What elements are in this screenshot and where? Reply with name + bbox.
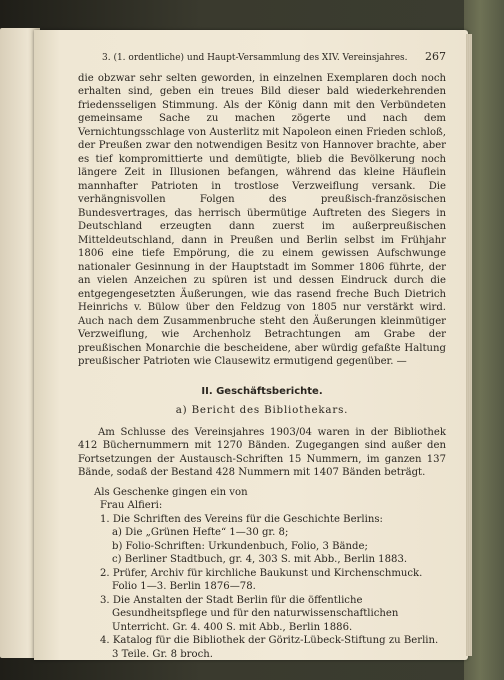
list-subitem: b) Folio-Schriften: Urkundenbuch, Folio, 3 Bände;	[112, 540, 368, 552]
page-stack-edge	[466, 34, 472, 656]
list-item: 1. Die Schriften des Vereins für die Geschichte Berlins:	[100, 513, 383, 525]
running-title: 3. (1. ordentliche) und Haupt-Versammlung des XIV. Vereinsjahres.	[102, 53, 408, 63]
list-subitem: a) Die „Grünen Hefte“ 1—30 gr. 8;	[112, 527, 289, 538]
subsection-heading: a) Bericht des Bibliothekars.	[175, 404, 349, 416]
page-number: 267	[425, 50, 446, 63]
list-item: 3. Die Anstalten der Stadt Berlin für die öffentliche Gesundheitspflege und für den naturwissenschaftlichen Unterricht. Gr. 4. 400 S. mit Abb., Berlin 1886.	[100, 594, 399, 633]
list-item: 2. Prüfer, Archiv für kirchliche Baukunst und Kirchenschmuck. Folio 1—3. Berlin 1876—78.	[100, 567, 423, 592]
running-head	[78, 50, 446, 66]
body-paragraph-1: die obzwar sehr selten geworden, in einzelnen Exemplaren doch noch erhalten sind, geben ein treues Bild dieser bald wiederkehrenden friedensseligen Stimmung. Als der König dann mit den Verbündeten gemeinsame Sache zu machen zögerte und nach dem Vernichtungsschlage von Austerlitz mit Napoleon einen Frieden schloß, der Preußen zwar den notwendigen Besitz von Hannover brachte, aber es tief kompromittierte und demütigte, blieb die Bevölkerung noch längere Zeit in Illusionen befangen, während das kleine Häuflein mannhafter Patrioten in trostlose Verzweiflung versank. Die verhängnisvollen Folgen des preußisch-französischen Bundesvertrages, das herrisch übermütige Auftreten des Siegers in Deutschland erzeugten dann zuerst im außerpreußischen Mitteldeutschland, dann in Preußen und Berlin selbst im Frühjahr 1806 eine tiefe Empörung, die zu einem gewissen Aufschwunge nationaler Gesinnung in der Hauptstadt im Sommer 1806 führte, der an vielen Anzeichen zu spüren ist und dessen Eindruck durch die entgegengesetzten Äußerungen, wie das rasend freche Buch Dietrich Heinrichs v. Bülow über den Feldzug von 1805 nur verstärkt wird. Auch nach dem Zusammenbruche steht den Äußerungen kleinmütiger Verzweiflung, wie Archenholz Betrachtungen am Grabe der preußischen Monarchie die bescheidene, aber würdig gefaßte Haltung preußischer Patrioten wie Clausewitz ermutigend gegenüber. —	[78, 72, 446, 367]
gifts-intro: Als Geschenke gingen ein von	[94, 486, 248, 498]
list-subitem: c) Berliner Stadtbuch, gr. 4, 303 S. mit Abb., Berlin 1883.	[112, 554, 408, 565]
list-item: 4. Katalog für die Bibliothek der Göritz-Lübeck-Stiftung zu Berlin. 3 Teile. Gr. 8 broch.	[100, 635, 439, 660]
section-heading: II. Geschäftsberichte.	[201, 385, 323, 397]
donor-name: Frau Alfieri:	[100, 500, 163, 511]
gift-list	[78, 513, 446, 662]
body-paragraph-2: Am Schlusse des Vereinsjahres 1903/04 waren in der Bibliothek 412 Büchernummern mit 1270 Bänden. Zugegangen sind außer den Fortsetzungen der Austausch-Schriften 15 Nummern, im ganzen 137 Bände, sodaß der Bestand 428 Nummern mit 1407 Bänden beträgt.	[78, 426, 446, 478]
page-content	[78, 50, 446, 661]
